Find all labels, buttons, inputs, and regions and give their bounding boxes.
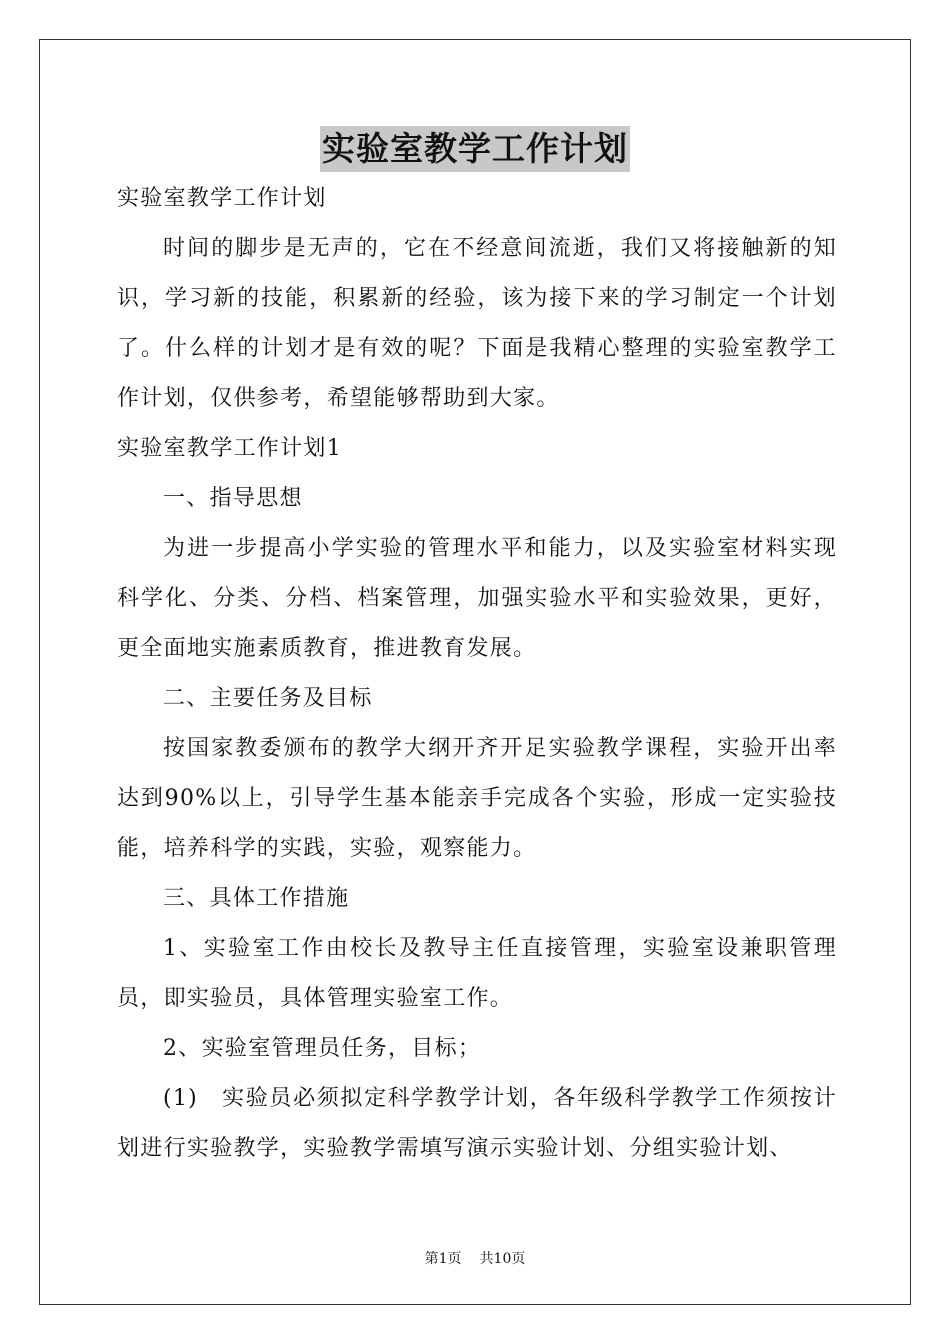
paragraph: 时间的脚步是无声的，它在不经意间流逝，我们又将接触新的知识，学习新的技能，积累新的经验，该为接下来的学习制定一个计划了。什么样的计划才是有效的呢？下面是我精心整理的实验室教学工作计划，仅供参考，希望能够帮助到大家。: [117, 236, 837, 411]
subheading: 三、具体工作措施: [163, 886, 350, 911]
document-body: [117, 174, 837, 1174]
paragraph: 实验室教学工作计划: [117, 186, 327, 211]
document-title: 实验室教学工作计划: [320, 126, 630, 172]
title-wrap: [0, 126, 950, 172]
page-total: 共10页: [479, 1251, 526, 1267]
paragraph: 2、实验室管理员任务，目标；: [163, 1036, 482, 1061]
section-heading: 实验室教学工作计划1: [117, 436, 342, 461]
page-footer: [0, 1248, 950, 1268]
paragraph: 1、实验室工作由校长及教导主任直接管理，实验室设兼职管理员，即实验员，具体管理实验室工作。: [117, 936, 837, 1011]
paragraph: 按国家教委颁布的教学大纲开齐开足实验教学课程，实验开出率达到90%以上，引导学生基本能亲手完成各个实验，形成一定实验技能，培养科学的实践，实验，观察能力。: [117, 736, 837, 861]
paragraph: 为进一步提高小学实验的管理水平和能力，以及实验室材料实现科学化、分类、分档、档案管理，加强实验水平和实验效果，更好，更全面地实施素质教育，推进教育发展。: [117, 536, 837, 661]
subheading: 一、指导思想: [163, 486, 303, 511]
subheading: 二、主要任务及目标: [163, 686, 373, 711]
paragraph: (1) 实验员必须拟定科学教学计划，各年级科学教学工作须按计划进行实验教学，实验教学需填写演示实验计划、分组实验计划、: [117, 1086, 837, 1161]
page-number: 第1页: [424, 1251, 462, 1267]
